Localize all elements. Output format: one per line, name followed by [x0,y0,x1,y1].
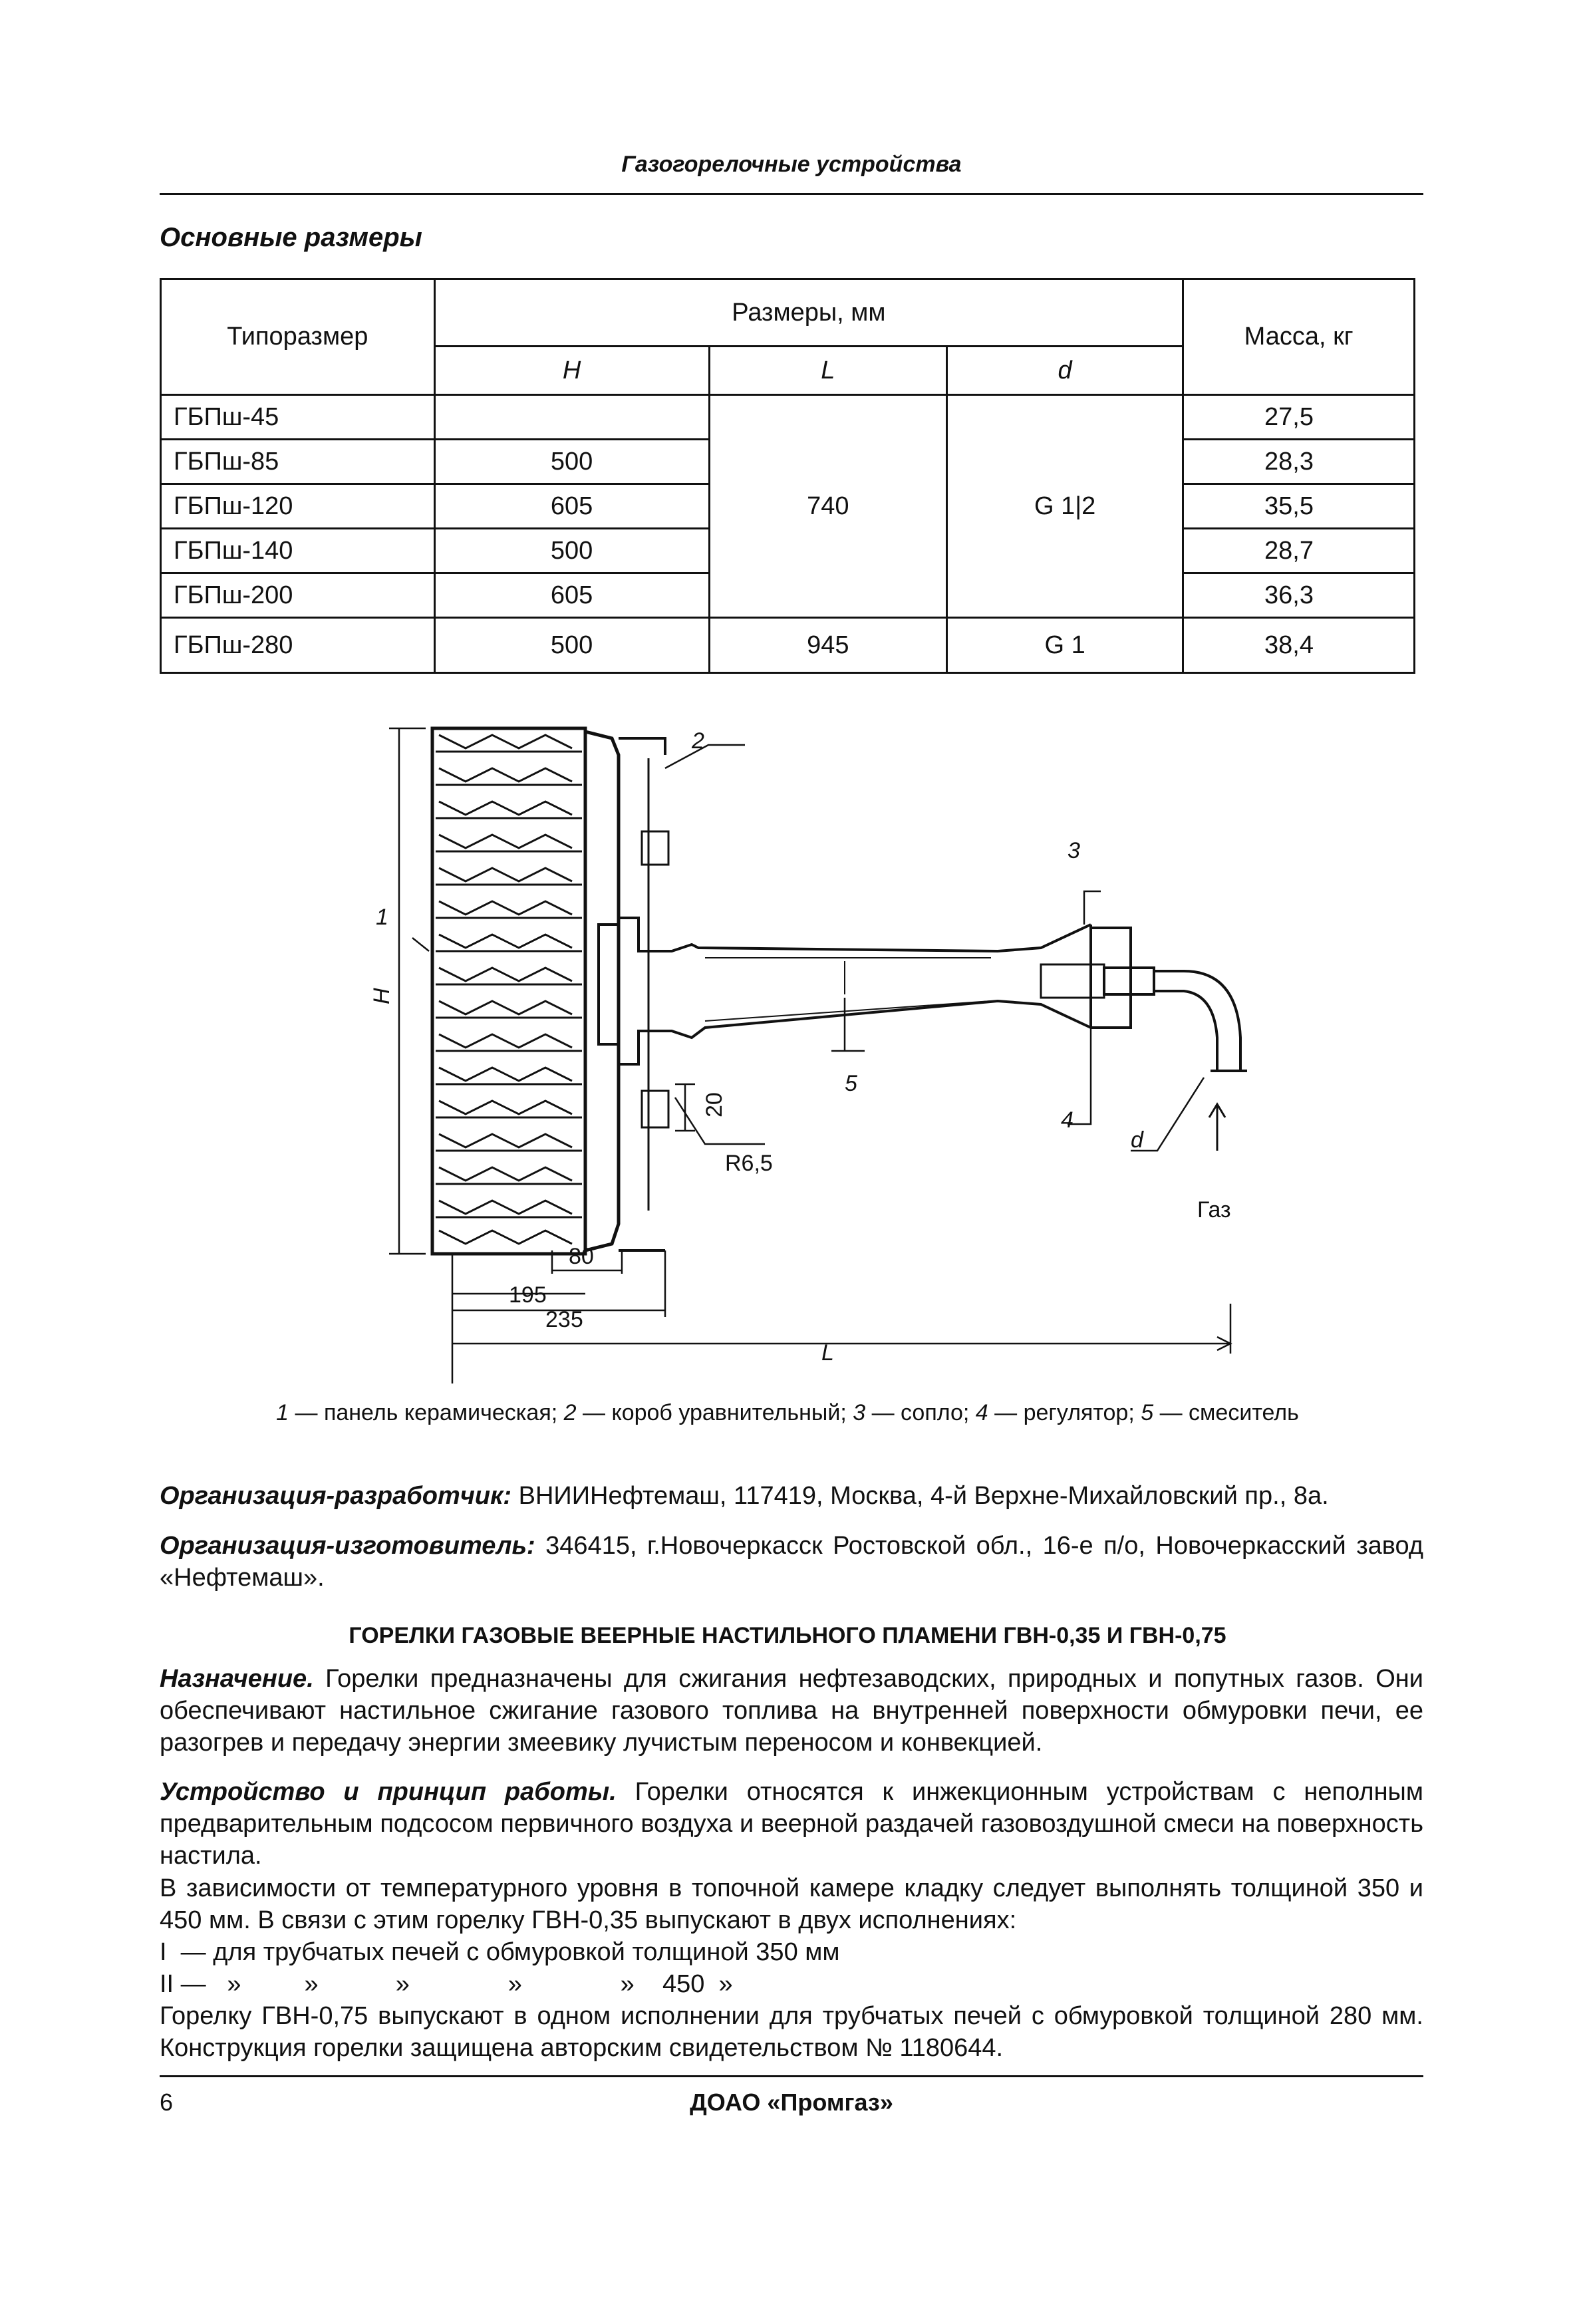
gas-pipe [1154,971,1247,1071]
cell-type: ГБПш-140 [161,529,435,573]
cell-type: ГБПш-120 [161,484,435,529]
cell-type: ГБПш-45 [161,395,435,440]
label-4: 4 [1061,1107,1073,1133]
section-title: Основные размеры [160,223,422,252]
label-d: d [1131,1127,1143,1153]
dimensions-table [160,278,1415,674]
subheader-h: H [434,347,709,395]
caption-num: 5 [1141,1400,1154,1425]
cell-h: 605 [434,573,709,618]
manufacturer-text: 346415, г.Новочеркасск Ростовской обл., 16-е п/о, Новочеркасский завод «Нефтемаш». [160,1532,1423,1592]
cell-d-merged: G 1|2 [946,395,1183,618]
caption-text: — регулятор; [988,1400,1141,1425]
cell-mass: 36,3 [1183,573,1415,618]
equalizing-box [585,732,619,1250]
label-5: 5 [845,1071,857,1096]
developer-label: Организация-разработчик: [160,1482,512,1510]
temperature-paragraph: В зависимости от температурного уровня в топочной камере кладку следует выполнять толщиной 350 и 450 мм. В связи с этим горелку ГВН-0,35 выпускают в двух исполнениях: [160,1874,1423,1934]
caption-num: 2 [563,1400,577,1425]
cell-type: ГБПш-280 [161,618,435,673]
header-rule [160,193,1423,195]
caption-num: 1 [276,1400,289,1425]
cell-mass: 38,4 [1183,618,1415,673]
cell-mass: 28,7 [1183,529,1415,573]
caption-num: 4 [975,1400,988,1425]
label-20: 20 [702,1092,727,1117]
purpose-label: Назначение. [160,1665,314,1693]
caption-text: — сопло; [865,1400,976,1425]
cell-h: 500 [434,529,709,573]
purpose-text: Горелки предназначены для сжигания нефтезаводских, природных и попутных газов. Они обеспечивают настильное сжигание газового топлива на внутренней поверхности обмуровки печи, ее разогрев и передачу энергии змеевику лучистым переносом и конвекцией. [160,1665,1423,1757]
cell-type: ГБПш-85 [161,440,435,484]
last-paragraph: Горелку ГВН-0,75 выпускают в одном исполнении для трубчатых печей с обмуровкой толщиной 280 мм. Конструкция горелки защищена авторским свидетельством № 1180644. [160,2002,1423,2062]
cell-type: ГБПш-200 [161,573,435,618]
design-label: Устройство и принцип работы. [160,1778,617,1806]
label-1b: 1 [376,905,388,930]
cell-h [434,395,709,440]
developer-text: ВНИИНефтемаш, 117419, Москва, 4-й Верхне-Михайловский пр., 8а. [511,1482,1329,1510]
burner-drawing [0,705,1573,1390]
manufacturer-label: Организация-изготовитель: [160,1532,535,1560]
design-paragraph [160,1776,1423,1872]
label-3: 3 [1068,838,1080,863]
variant-2: II — » » » » » 450 » [160,1970,733,1998]
label-l: L [821,1340,834,1366]
header-dimensions: Размеры, мм [434,279,1183,347]
caption-text: — смеситель [1153,1400,1299,1425]
publisher: ДОАО «Промгаз» [690,2089,893,2116]
footer-rule [160,2075,1423,2077]
design-text: Горелки относятся к инжекционным устройствам с неполным предварительным подсосом первичного воздуха и веерной раздачей газовоздушной смеси на поверхность настила. [160,1778,1423,1870]
label-235: 235 [545,1307,583,1332]
cell-l: 945 [709,618,946,673]
header-type: Типоразмер [161,279,435,395]
label-80: 80 [569,1244,594,1269]
caption-text: — короб уравнительный; [576,1400,853,1425]
label-gas: Газ [1197,1197,1231,1223]
cell-mass: 35,5 [1183,484,1415,529]
cell-l-merged: 740 [709,395,946,618]
header-mass: Масса, кг [1183,279,1415,395]
label-1: 2 [692,728,704,754]
table-row [161,618,1415,673]
cell-h: 605 [434,484,709,529]
cell-mass: 28,3 [1183,440,1415,484]
subheader-l: L [709,347,946,395]
burners-heading: ГОРЕЛКИ ГАЗОВЫЕ ВЕЕРНЫЕ НАСТИЛЬНОГО ПЛАМЕНИ ГВН-0,35 И ГВН-0,75 [349,1623,1226,1648]
caption-text: — панель керамическая; [289,1400,564,1425]
purpose-paragraph [160,1663,1423,1759]
ceramic-panel [432,728,585,1254]
label-r65: R6,5 [725,1151,773,1176]
variant-1: I — для трубчатых печей с обмуровкой толщиной 350 мм [160,1938,840,1966]
running-header: Газогорелочные устройства [621,152,962,177]
developer-info [160,1480,1423,1512]
subheader-d: d [946,347,1183,395]
cell-h: 500 [434,618,709,673]
manufacturer-info [160,1530,1423,1594]
label-195: 195 [509,1282,547,1308]
figure-caption [160,1400,1415,1426]
cell-h: 500 [434,440,709,484]
caption-num: 3 [853,1400,866,1425]
table-row [161,395,1415,440]
label-h: H [369,988,394,1004]
page-number: 6 [160,2089,174,2116]
table-header-row [161,279,1415,347]
cell-d: G 1 [946,618,1183,673]
cell-mass: 27,5 [1183,395,1415,440]
